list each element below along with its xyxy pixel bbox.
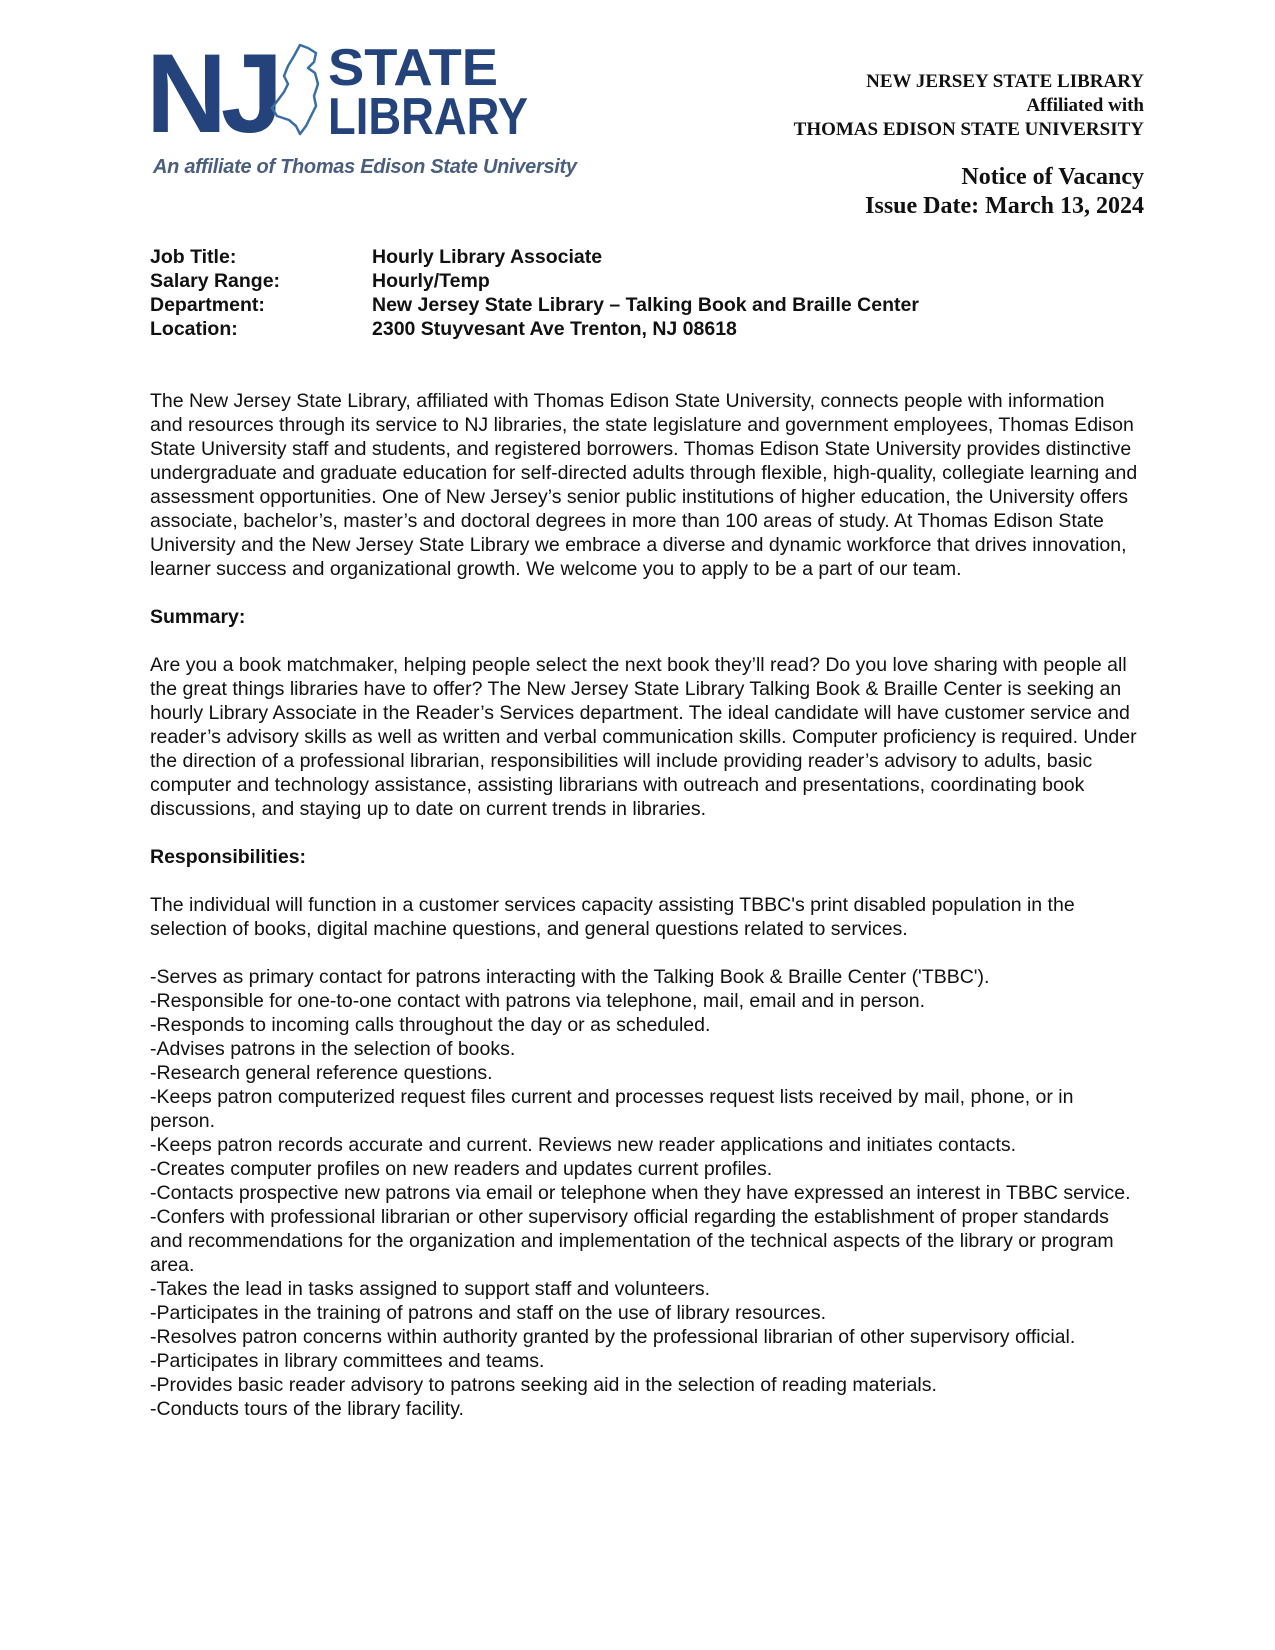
detail-row-job-title: [150, 245, 919, 269]
notice-body: [150, 389, 1140, 1421]
detail-label: Salary Range:: [150, 270, 281, 292]
logo-abbr: NJ: [146, 31, 278, 156]
list-item: -Participates in library committees and teams.: [150, 1350, 545, 1372]
list-item: -Advises patrons in the selection of books.: [150, 1038, 516, 1060]
list-item: -Responsible for one-to-one contact with patrons via telephone, mail, email and in person.: [150, 990, 926, 1012]
detail-row-salary: [150, 269, 919, 293]
list-item: -Provides basic reader advisory to patrons seeking aid in the selection of reading materials.: [150, 1374, 937, 1396]
list-item: -Serves as primary contact for patrons interacting with the Talking Book & Braille Center ('TBBC').: [150, 966, 990, 988]
detail-value: 2300 Stuyvesant Ave Trenton, NJ 08618: [372, 318, 737, 340]
organization-header: [794, 70, 1144, 142]
list-item: -Keeps patron records accurate and current. Reviews new reader applications and initiates contacts.: [150, 1134, 1017, 1156]
notice-title: Notice of Vacancy: [961, 164, 1144, 190]
list-item: -Keeps patron computerized request files current and processes request lists received by mail, phone, or in person.: [150, 1086, 1074, 1132]
detail-value: New Jersey State Library – Talking Book and Braille Center: [372, 294, 919, 316]
detail-value: Hourly/Temp: [372, 270, 490, 292]
logo-line-state: STATE: [328, 39, 498, 97]
summary-paragraph: Are you a book matchmaker, helping people select the next book they’ll read? Do you love sharing with people all the great things libraries have to offer? The New Jersey State Library Talking Book & Braille Center is seeking an hourly Library Associate in the Reader’s Services department. The ideal candidate will have customer service and reader’s advisory skills as well as written and verbal communication skills. Computer proficiency is required. Under the direction of a professional librarian, responsibilities will include providing reader’s advisory to adults, basic computer and technology assistance, assisting librarians with outreach and presentations, coordinating book discussions, and staying up to date on current trends in libraries.: [150, 654, 1137, 820]
responsibilities-heading: Responsibilities:: [150, 846, 307, 868]
issue-date: Issue Date: March 13, 2024: [865, 193, 1144, 219]
notice-block: [865, 163, 1144, 221]
responsibilities-intro: The individual will function in a customer services capacity assisting TBBC's print disabled population in the selection of books, digital machine questions, and general questions related to services.: [150, 894, 1075, 940]
detail-row-location: [150, 317, 919, 341]
affiliated-with: Affiliated with: [1026, 95, 1144, 116]
list-item: -Responds to incoming calls throughout the day or as scheduled.: [150, 1014, 711, 1036]
list-item: -Conducts tours of the library facility.: [150, 1398, 464, 1420]
detail-label: Job Title:: [150, 246, 237, 268]
org-name: NEW JERSEY STATE LIBRARY: [866, 71, 1144, 92]
list-item: -Research general reference questions.: [150, 1062, 493, 1084]
detail-label: Department:: [150, 294, 265, 316]
summary-heading: Summary:: [150, 606, 246, 628]
detail-value: Hourly Library Associate: [372, 246, 603, 268]
list-item: -Creates computer profiles on new readers and updates current profiles.: [150, 1158, 773, 1180]
list-item: -Confers with professional librarian or other supervisory official regarding the establishment of proper standards and recommendations for the organization and implementation of the technical aspects of the library or program area.: [150, 1206, 1114, 1276]
logo-line-library: LIBRARY: [328, 88, 528, 146]
detail-label: Location:: [150, 318, 238, 340]
list-item: -Takes the lead in tasks assigned to support staff and volunteers.: [150, 1278, 711, 1300]
university-name: THOMAS EDISON STATE UNIVERSITY: [793, 119, 1144, 140]
job-details: [150, 245, 919, 341]
logo-tagline: An affiliate of Thomas Edison State University: [153, 156, 577, 178]
list-item: -Contacts prospective new patrons via email or telephone when they have expressed an interest in TBBC service.: [150, 1182, 1131, 1204]
logo-graphic: [146, 31, 530, 156]
list-item: -Resolves patron concerns within authority granted by the professional librarian of other supervisory official.: [150, 1326, 1076, 1348]
responsibilities-list: [150, 965, 1140, 1421]
detail-row-department: [150, 293, 919, 317]
list-item: -Participates in the training of patrons and staff on the use of library resources.: [150, 1302, 827, 1324]
intro-paragraph: The New Jersey State Library, affiliated with Thomas Edison State University, connects people with information and resources through its service to NJ libraries, the state legislature and government employees, Thomas Edison State University staff and students, and registered borrowers. Thomas Edison State University provides distinctive undergraduate and graduate education for self-directed adults through flexible, high-quality, collegiate learning and assessment opportunities. One of New Jersey’s senior public institutions of higher education, the University offers associate, bachelor’s, master’s and doctoral degrees in more than 100 areas of study. At Thomas Edison State University and the New Jersey State Library we embrace a diverse and dynamic workforce that drives innovation, learner success and organizational growth. We welcome you to apply to be a part of our team.: [150, 390, 1138, 580]
new-jersey-outline-icon: [272, 45, 318, 134]
